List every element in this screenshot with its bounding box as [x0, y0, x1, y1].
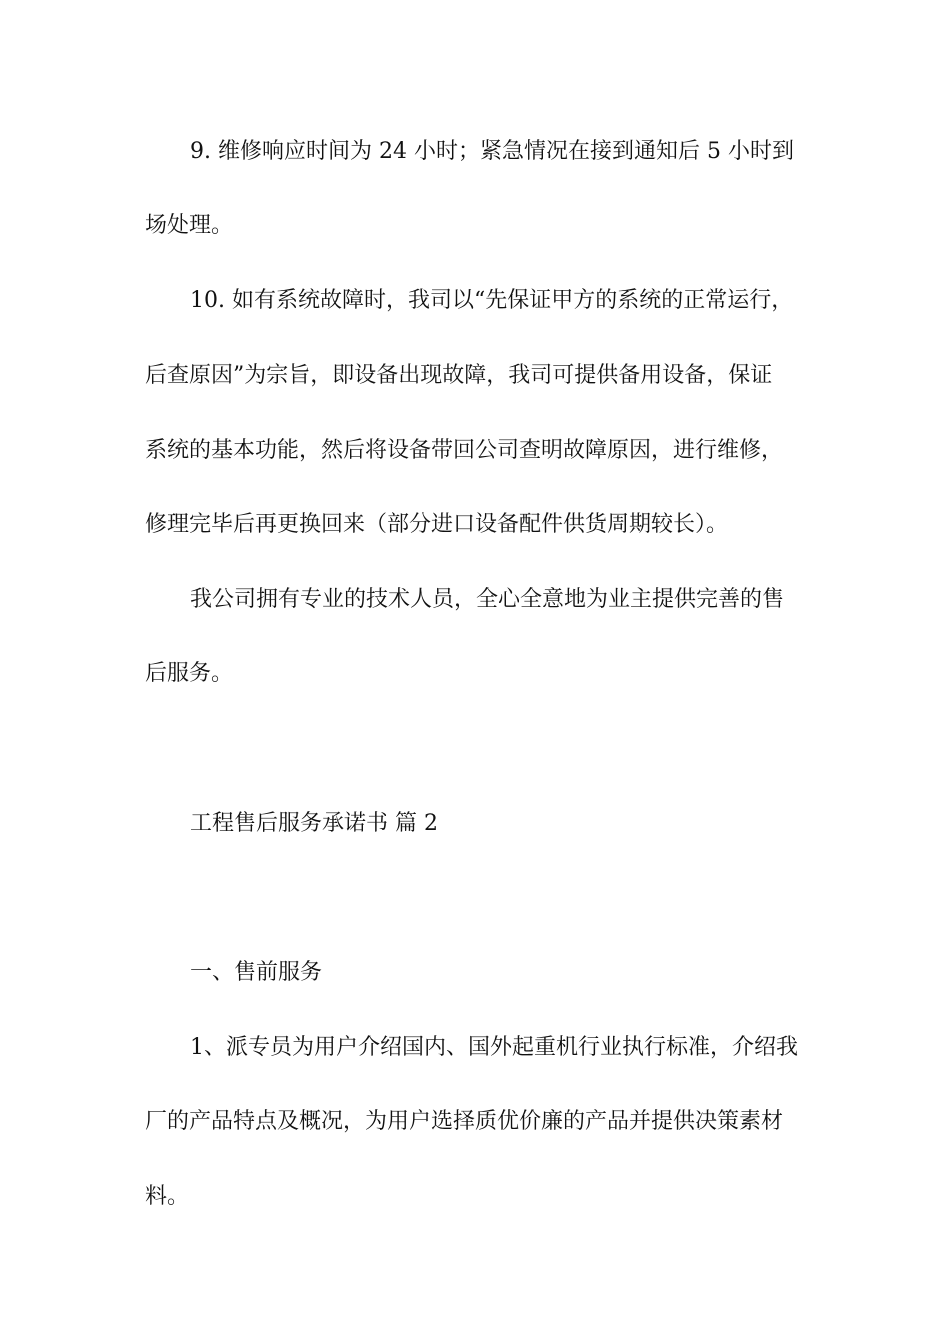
- text-line: 我公司拥有专业的技术人员，全心全意地为业主提供完善的售: [190, 587, 785, 612]
- text-line: 系统的基本功能，然后将设备带回公司查明故障原因，进行维修，: [145, 438, 784, 463]
- text-line: 1、派专员为用户介绍国内、国外起重机行业执行标准，介绍我: [190, 1035, 798, 1060]
- text-line: 场处理。: [145, 213, 234, 238]
- text-line: 后服务。: [145, 661, 234, 686]
- text-line: 厂的产品特点及概况，为用户选择质优价廉的产品并提供决策素材: [145, 1109, 784, 1134]
- text-line: 修理完毕后再更换回来（部分进口设备配件供货周期较长）。: [145, 512, 729, 537]
- text-line: 9. 维修响应时间为 24 小时；紧急情况在接到通知后 5 小时到: [190, 139, 794, 164]
- text-line: 料。: [145, 1184, 190, 1209]
- text-line: 后查原因”为宗旨，即设备出现故障，我司可提供备用设备，保证: [145, 363, 773, 388]
- section-heading: 一、售前服务: [190, 960, 323, 985]
- section-title: 工程售后服务承诺书 篇 2: [190, 811, 438, 836]
- text-line: 10. 如有系统故障时，我司以“先保证甲方的系统的正常运行，: [190, 288, 794, 313]
